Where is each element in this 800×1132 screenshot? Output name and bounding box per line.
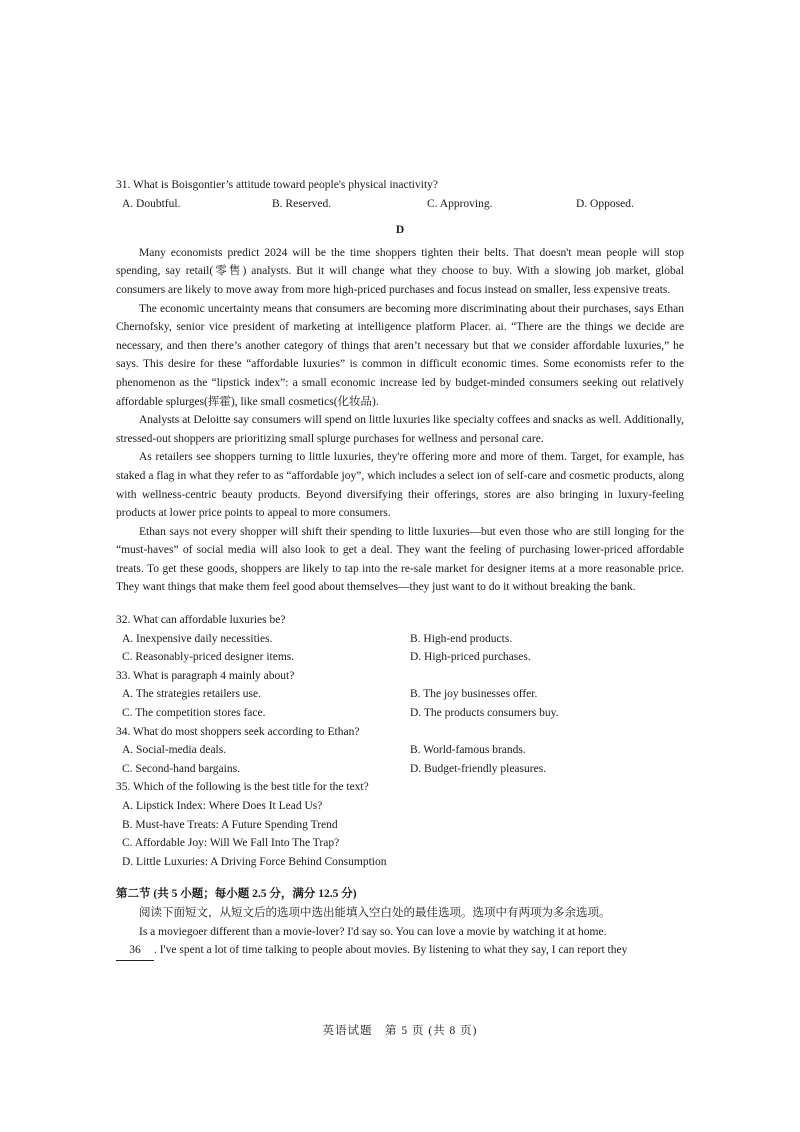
questions-32-35 [116, 611, 684, 871]
option-a: A. The strategies retailers use. [122, 688, 262, 701]
passage-d [116, 221, 684, 597]
passage-paragraph-1: Many economists predict 2024 will be the time shoppers tighten their belts. That doesn't mean people will stop spending, say retail(零售) analysts. But it will change what they choose to buy. With a slowing job market, global consumers are likely to move away from more high-priced purchases and focus instead on smaller, less expensive treats. [116, 246, 684, 296]
question-31 [116, 176, 684, 213]
passage-paragraph-2: The economic uncertainty means that consumers are becoming more discriminating about their purchases, says Ethan Chernofsky, senior vice president of marketing at intelligence platform Placer. ai. “There are the things we decide are necessary, and then there’s another category of things that aren’t necessary but that we consider affordable luxuries,” he says. This desire for these “affordable luxuries” is common in difficult economic times. Some economists refer to the phenomenon as the “lipstick index”: a small economic increase led by budget-minded consumers seeking out relatively affordable splurges(挥霍), like small cosmetics(化妆品). [116, 302, 684, 408]
question-33-stem: 33. What is paragraph 4 mainly about? [116, 669, 295, 682]
option-c: C. Approving. [427, 197, 493, 210]
blank-36: 36 [116, 941, 154, 961]
option-d: D. The products consumers buy. [410, 707, 559, 720]
option-a: A. Doubtful. [122, 197, 181, 210]
option-c: C. Second-hand bargains. [122, 762, 240, 775]
question-32-options-row-1 [116, 630, 684, 649]
question-32-options-row-2 [116, 648, 684, 667]
option-b: B. World-famous brands. [410, 744, 526, 757]
option-b: B. Reserved. [272, 197, 332, 210]
section-two-paragraph-1: Is a moviegoer different than a movie-lover? I'd say so. You can love a movie by watching it at home. [139, 925, 607, 938]
option-a: A. Inexpensive daily necessities. [122, 632, 273, 645]
question-33-options-row-1 [116, 685, 684, 704]
question-33-options-row-2 [116, 704, 684, 723]
question-31-options [116, 195, 684, 214]
section-two-heading: 第二节 (共 5 小题；每小题 2.5 分，满分 12.5 分) [116, 888, 357, 901]
question-34-options-row-1 [116, 741, 684, 760]
option-c: C. Reasonably-priced designer items. [122, 651, 295, 664]
option-b: B. High-end products. [410, 632, 513, 645]
section-two [116, 885, 684, 960]
passage-paragraph-4: As retailers see shoppers turning to little luxuries, they're offering more and more of them. Target, for example, has staked a flag in what they refer to as “affordable joy”, which includes a select ion of self-care and cosmetic products, along with wellness-centric beauty products. Beyond diversifying their offerings, stores are also bringing in luxury-feeling products at lower price points to appeal to more consumers. [116, 451, 684, 520]
question-34-options-row-2 [116, 760, 684, 779]
option-b: B. The joy businesses offer. [410, 688, 538, 701]
option-c: C. Affordable Joy: Will We Fall Into The Trap? [122, 837, 340, 850]
passage-paragraph-3: Analysts at Deloitte say consumers will spend on little luxuries like specialty coffees and snacks as well. Additionally, stressed-out shoppers are prioritizing small splurge purchases for wellness and personal care. [116, 414, 684, 445]
option-d: D. Little Luxuries: A Driving Force Behind Consumption [122, 855, 387, 868]
paragraph-2-text: . I've spent a lot of time talking to people about movies. By listening to what they say, I can report they [154, 944, 628, 957]
passage-paragraph-5: Ethan says not every shopper will shift their spending to little luxuries—but even those who are still longing for the “must-haves” of social media will also look to get a deal. They want the feeling of purchasing lower-priced affordable treats. To get these goods, shoppers are likely to tap into the re-sale market for designer items at a more reasonable price. They want things that make them feel good about themselves—they just want to do it without breaking the bank. [116, 525, 684, 594]
section-two-paragraph-2 [116, 941, 684, 961]
page-footer: 英语试题 第 5 页 (共 8 页) [322, 1025, 478, 1037]
option-d: D. High-priced purchases. [410, 651, 531, 664]
option-d: D. Budget-friendly pleasures. [410, 762, 547, 775]
option-a: A. Lipstick Index: Where Does It Lead Us? [122, 800, 323, 812]
question-32-stem: 32. What can affordable luxuries be? [116, 614, 286, 627]
option-c: C. The competition stores face. [122, 707, 266, 720]
option-a: A. Social-media deals. [122, 744, 227, 757]
option-d: D. Opposed. [576, 197, 634, 210]
passage-heading: D [395, 224, 405, 237]
question-34-stem: 34. What do most shoppers seek according to Ethan? [116, 725, 360, 738]
question-35-stem: 35. Which of the following is the best title for the text? [116, 781, 369, 794]
page-content [116, 176, 684, 961]
question-31-stem: 31. What is Boisgontier’s attitude toward people's physical inactivity? [116, 179, 438, 191]
option-b: B. Must-have Treats: A Future Spending Trend [122, 818, 338, 831]
section-two-instruction: 阅读下面短文，从短文后的选项中选出能填入空白处的最佳选项。选项中有两项为多余选项。 [139, 906, 611, 919]
